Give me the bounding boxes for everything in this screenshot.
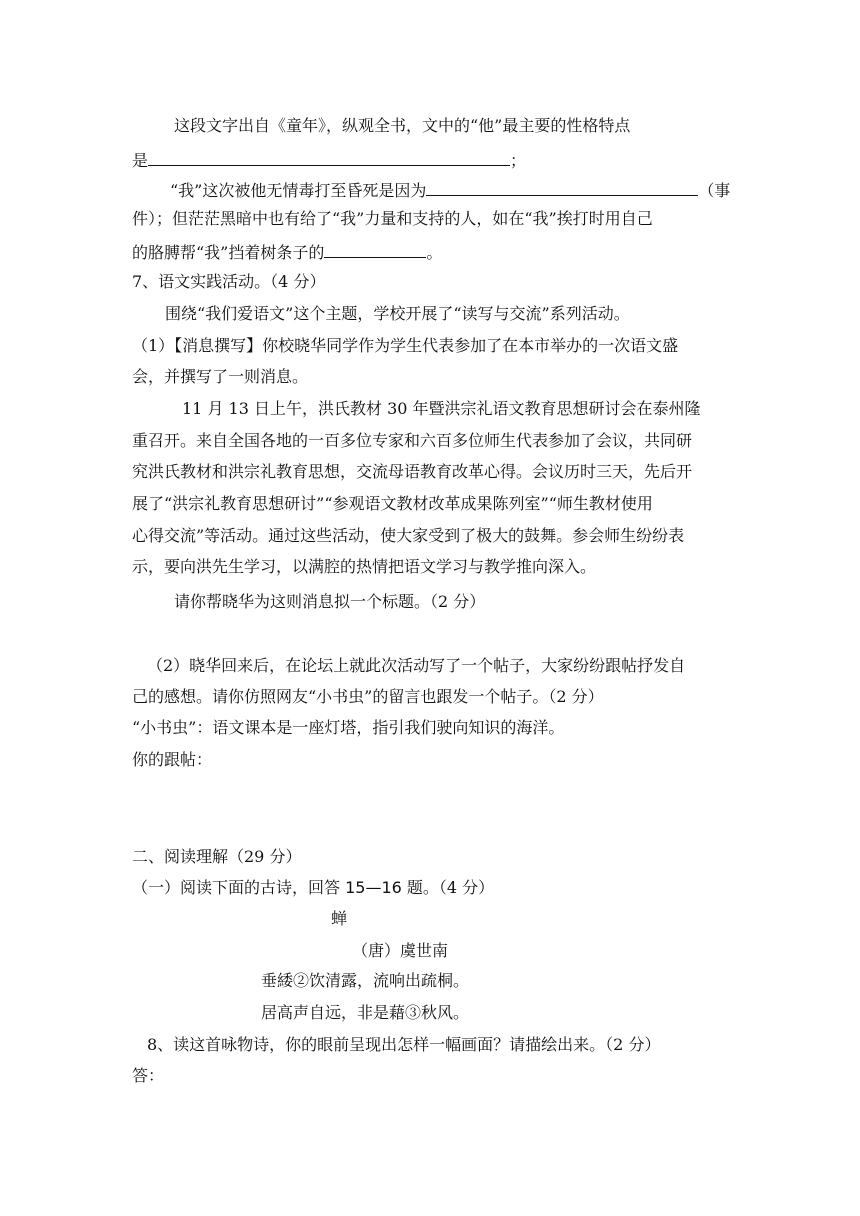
poem-author: （唐）虞世南 <box>352 941 449 960</box>
answer-blank-helper[interactable] <box>324 240 426 258</box>
q7-part1-line-1: （1）【消息撰写】你校晓华同学作为学生代表参加了在本市举办的一次语文盛 <box>132 336 679 355</box>
example-post: “小书虫”：语文课本是一座灯塔，指引我们驶向知识的海洋。 <box>132 718 565 737</box>
q7-intro: 围绕“我们爱语文”这个主题，学校开展了“读写与交流”系列活动。 <box>165 304 630 323</box>
q6-line5-suffix: 。 <box>426 243 443 262</box>
subsection-1-suffix: 题。（4 分） <box>401 878 495 897</box>
news-line: 示，要向洪先生学习，以满腔的热情把语文学习与教学推向深入。 <box>132 557 597 576</box>
q7-part2-line-1: （2）晓华回来后，在论坛上就此次活动写了一个帖子，大家纷纷跟帖抒发自 <box>147 656 686 675</box>
q6-text-line-5 <box>132 240 442 263</box>
news-line: 展了“洪宗礼教育思想研讨”“参观语文教材改革成果陈列室”“师生教材使用 <box>132 494 653 513</box>
q6-line5-prefix: 的胳膊帮“我”挡着树条子的 <box>132 243 325 262</box>
news-line: 11 月 13 日上午，洪氏教材 30 年暨洪宗礼语文教育思想研讨会在泰州隆 <box>182 399 701 418</box>
q7-title-task: 请你帮晓华为这则消息拟一个标题。（2 分） <box>174 592 486 611</box>
q8-answer-label: 答： <box>132 1066 165 1085</box>
q8-question: 8、读这首咏物诗，你的眼前呈现出怎样一幅画面？请描绘出来。（2 分） <box>147 1035 661 1054</box>
section-2-heading: 二、阅读理解（29 分） <box>132 847 302 866</box>
answer-blank-character-trait[interactable] <box>148 148 510 166</box>
poem-title: 蝉 <box>331 909 348 928</box>
reply-label: 你的跟帖： <box>132 750 213 769</box>
q8-answer-area[interactable] <box>132 1092 722 1172</box>
reply-answer-area[interactable] <box>132 776 722 836</box>
q6-text-line-4: 件）；但茫茫黑暗中也有给了“我”力量和支持的人，如在“我”挨打时用自己 <box>132 209 653 228</box>
q7-part1-line-2: 会，并撰写了一则消息。 <box>132 367 309 386</box>
q6-line2-prefix: 是 <box>132 151 149 170</box>
q6-line2-suffix: ； <box>510 151 527 170</box>
q6-text-line-3 <box>170 178 730 201</box>
news-line: 心得交流”等活动。通过这些活动，使大家受到了极大的鼓舞。参会师生纷纷表 <box>132 526 685 545</box>
news-line: 重召开。来自全国各地的一百多位专家和六百多位师生代表参加了会议，共同研 <box>132 431 693 450</box>
q6-line3-prefix: “我”这次被他无情毒打至昏死是因为 <box>170 181 427 200</box>
news-line: 究洪氏教材和洪宗礼教育思想，交流母语教育改革心得。会议历时三天，先后开 <box>132 462 693 481</box>
answer-blank-reason-event[interactable] <box>426 178 698 196</box>
subsection-1-heading <box>132 878 494 898</box>
poem-line: 居高声自远，非是藉③秋风。 <box>261 1003 470 1022</box>
q6-text-line-2 <box>132 148 526 171</box>
question-range: 15—16 <box>345 878 402 897</box>
headline-answer-area[interactable] <box>132 620 722 648</box>
q6-text-line-1: 这段文字出自《童年》，纵观全书，文中的“他”最主要的性格特点 <box>174 116 631 135</box>
subsection-1-prefix: （一）阅读下面的古诗，回答 <box>132 878 346 897</box>
poem-line: 垂緌②饮清露，流响出疏桐。 <box>261 971 470 990</box>
q6-line3-suffix: （事 <box>698 181 731 200</box>
q7-title: 7、语文实践活动。（4 分） <box>132 272 326 291</box>
q7-part2-line-2: 己的感想。请你仿照网友“小书虫”的留言也跟发一个帖子。（2 分） <box>132 687 604 706</box>
